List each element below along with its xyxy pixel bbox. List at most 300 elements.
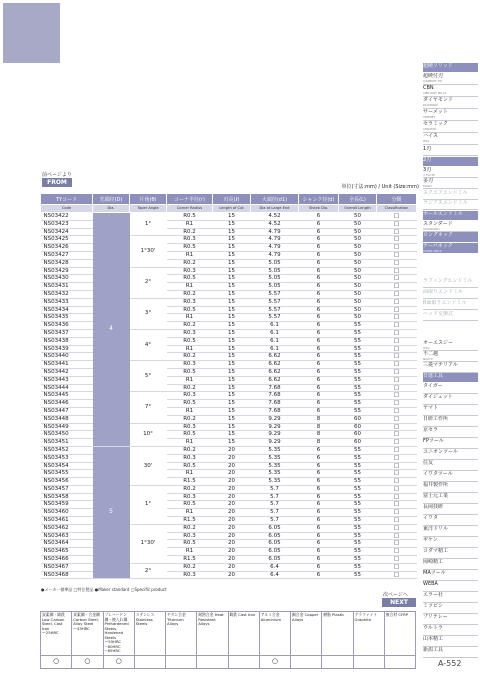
overall-length: 55 bbox=[339, 462, 377, 470]
material-hardness: 〜45HRC bbox=[73, 625, 90, 631]
large-end-diameter: 5.7 bbox=[251, 493, 299, 501]
sidebar-item-label: 新潟工具 bbox=[423, 647, 444, 653]
next-tag[interactable]: NEXT bbox=[382, 598, 416, 607]
sidebar-item-label: ブリテレー bbox=[423, 614, 448, 620]
shank-diameter: 6 bbox=[299, 220, 339, 228]
sidebar-item[interactable] bbox=[423, 526, 478, 537]
product-code: NS03451 bbox=[41, 439, 93, 447]
large-end-diameter: 5.57 bbox=[251, 298, 299, 306]
corner-radius: R0.3 bbox=[167, 454, 213, 462]
product-code: NS03453 bbox=[41, 454, 93, 462]
large-end-diameter: 7.68 bbox=[251, 400, 299, 408]
shank-diameter: 6 bbox=[299, 213, 339, 221]
overall-length: 55 bbox=[339, 361, 377, 369]
sidebar-item[interactable] bbox=[423, 570, 478, 581]
overall-length: 60 bbox=[339, 423, 377, 431]
material-hardness: 〜25HRC bbox=[42, 630, 59, 635]
large-end-diameter: 6.4 bbox=[251, 563, 299, 571]
next-page-note: 次ページへ bbox=[383, 592, 408, 598]
large-end-diameter: 6.1 bbox=[251, 329, 299, 337]
corner-radius: R0.3 bbox=[167, 493, 213, 501]
large-end-diameter: 4.79 bbox=[251, 236, 299, 244]
product-code: NS03441 bbox=[41, 361, 93, 369]
overall-length: 50 bbox=[339, 283, 377, 291]
shank-diameter: 6 bbox=[299, 306, 339, 314]
large-end-diameter: 6.05 bbox=[251, 548, 299, 556]
length-of-cut: 15 bbox=[213, 251, 251, 259]
sidebar-item-label: 日進工具 bbox=[423, 373, 444, 379]
length-of-cut: 20 bbox=[213, 470, 251, 478]
product-code: NS03426 bbox=[41, 244, 93, 252]
corner-radius: R0.3 bbox=[167, 329, 213, 337]
sidebar-item[interactable] bbox=[423, 109, 478, 121]
large-end-diameter: 5.57 bbox=[251, 290, 299, 298]
corner-radius: R0.3 bbox=[167, 571, 213, 579]
sidebar-item-label: スクエアエンドミル bbox=[423, 190, 468, 196]
sidebar-item[interactable] bbox=[423, 581, 478, 592]
sidebar-item-label: ミツビシ bbox=[423, 603, 444, 609]
product-code: NS03437 bbox=[41, 329, 93, 337]
material-mark bbox=[166, 655, 197, 668]
column-header-en: Length of Cut bbox=[213, 205, 251, 213]
sidebar-item-label: 多刃 bbox=[423, 178, 434, 184]
corner-radius: R0.5 bbox=[167, 306, 213, 314]
classification: □ bbox=[377, 400, 417, 408]
classification: □ bbox=[377, 251, 417, 259]
large-end-diameter: 4.79 bbox=[251, 228, 299, 236]
shank-diameter: 6 bbox=[299, 517, 339, 525]
sidebar-item[interactable] bbox=[423, 449, 478, 460]
sidebar-item[interactable] bbox=[423, 221, 478, 232]
sidebar-item-label: テーパネック bbox=[423, 243, 453, 249]
classification: □ bbox=[377, 329, 417, 337]
classification: □ bbox=[377, 220, 417, 228]
material-mark: ○ bbox=[103, 655, 134, 668]
shank-diameter: 6 bbox=[299, 368, 339, 376]
sidebar-item[interactable] bbox=[423, 300, 478, 310]
classification: □ bbox=[377, 423, 417, 431]
material-cell bbox=[166, 612, 197, 656]
sidebar-item-label: ダイヤモンド bbox=[423, 97, 453, 103]
shank-diameter: 6 bbox=[299, 228, 339, 236]
sidebar-item[interactable] bbox=[423, 460, 478, 471]
overall-length: 55 bbox=[339, 556, 377, 564]
from-tag[interactable]: FROM bbox=[42, 178, 72, 187]
classification: □ bbox=[377, 361, 417, 369]
overall-length: 55 bbox=[339, 376, 377, 384]
overall-length: 50 bbox=[339, 251, 377, 259]
overall-length: 55 bbox=[339, 353, 377, 361]
length-of-cut: 20 bbox=[213, 548, 251, 556]
large-end-diameter: 6.05 bbox=[251, 532, 299, 540]
length-of-cut: 20 bbox=[213, 485, 251, 493]
corner-radius: R0.3 bbox=[167, 423, 213, 431]
overall-length: 55 bbox=[339, 517, 377, 525]
product-code: NS03433 bbox=[41, 298, 93, 306]
length-of-cut: 20 bbox=[213, 478, 251, 486]
taper-angle: 1° bbox=[130, 485, 167, 524]
sidebar-item-label: MAツール bbox=[423, 570, 446, 576]
corner-radius: R0.2 bbox=[167, 415, 213, 423]
length-of-cut: 20 bbox=[213, 540, 251, 548]
sidebar-item[interactable] bbox=[423, 311, 478, 321]
shank-diameter: 6 bbox=[299, 400, 339, 408]
sidebar-item-sublabel: MULTI bbox=[423, 184, 432, 188]
column-header-en: Shank Dia. bbox=[299, 205, 339, 213]
length-of-cut: 15 bbox=[213, 392, 251, 400]
shank-diameter: 6 bbox=[299, 259, 339, 267]
sidebar-item[interactable] bbox=[423, 471, 478, 482]
length-of-cut: 20 bbox=[213, 524, 251, 532]
classification: □ bbox=[377, 244, 417, 252]
length-of-cut: 15 bbox=[213, 345, 251, 353]
material-cell bbox=[134, 612, 165, 656]
overall-length: 55 bbox=[339, 532, 377, 540]
large-end-diameter: 7.68 bbox=[251, 392, 299, 400]
overall-length: 55 bbox=[339, 345, 377, 353]
shank-diameter: 6 bbox=[299, 322, 339, 330]
overall-length: 55 bbox=[339, 548, 377, 556]
large-end-diameter: 5.05 bbox=[251, 283, 299, 291]
taper-angle: 2° bbox=[130, 267, 167, 298]
sidebar-item[interactable] bbox=[423, 647, 478, 658]
classification: □ bbox=[377, 290, 417, 298]
sidebar-item[interactable] bbox=[423, 405, 478, 416]
corner-radius: R0.2 bbox=[167, 322, 213, 330]
overall-length: 55 bbox=[339, 478, 377, 486]
classification: □ bbox=[377, 259, 417, 267]
length-of-cut: 15 bbox=[213, 439, 251, 447]
sidebar-item-label: 1刃 bbox=[423, 146, 432, 152]
sidebar-item[interactable] bbox=[423, 559, 478, 570]
sidebar-item[interactable] bbox=[423, 73, 478, 85]
material-label: グラファイト Graphite bbox=[354, 612, 378, 622]
large-end-diameter: 6.05 bbox=[251, 556, 299, 564]
length-of-cut: 15 bbox=[213, 228, 251, 236]
sidebar-title: エンドミル bbox=[452, 14, 460, 54]
classification: □ bbox=[377, 509, 417, 517]
shank-diameter: 6 bbox=[299, 267, 339, 275]
table-row bbox=[41, 446, 417, 454]
sidebar-item[interactable] bbox=[423, 603, 478, 614]
length-of-cut: 20 bbox=[213, 446, 251, 454]
large-end-diameter: 5.35 bbox=[251, 446, 299, 454]
sidebar-item[interactable] bbox=[423, 482, 478, 493]
classification: □ bbox=[377, 571, 417, 579]
overall-length: 55 bbox=[339, 384, 377, 392]
sidebar-item[interactable] bbox=[423, 63, 478, 73]
large-end-diameter: 5.7 bbox=[251, 517, 299, 525]
sidebar-item[interactable] bbox=[423, 85, 478, 97]
sidebar-item[interactable] bbox=[423, 232, 478, 243]
classification: □ bbox=[377, 485, 417, 493]
corner-radius: R0.3 bbox=[167, 236, 213, 244]
material-label: 複合材 CFRP bbox=[385, 612, 409, 617]
corner-radius: R0.2 bbox=[167, 485, 213, 493]
sidebar-item[interactable] bbox=[423, 493, 478, 504]
overall-length: 50 bbox=[339, 275, 377, 283]
sidebar-item[interactable] bbox=[423, 243, 478, 254]
sidebar-item-label: イワタ bbox=[423, 515, 438, 521]
overall-length: 50 bbox=[339, 298, 377, 306]
overall-length: 55 bbox=[339, 540, 377, 548]
material-cell bbox=[322, 612, 353, 656]
sidebar-item-label: サーメット bbox=[423, 109, 448, 115]
material-label: 樹脂 Plastic bbox=[323, 612, 345, 617]
taper-angle: 1° bbox=[130, 213, 167, 236]
sidebar-item[interactable] bbox=[423, 133, 478, 145]
classification: □ bbox=[377, 524, 417, 532]
sidebar-item[interactable] bbox=[423, 97, 478, 109]
previous-page-note: 前ページより bbox=[42, 172, 72, 178]
sidebar-item[interactable] bbox=[423, 592, 478, 603]
sidebar-item-label: 富士元工業 bbox=[423, 493, 449, 499]
length-of-cut: 20 bbox=[213, 571, 251, 579]
material-cell bbox=[353, 612, 384, 656]
material-mark: ○ bbox=[259, 655, 290, 668]
corner-radius: R0.5 bbox=[167, 400, 213, 408]
large-end-diameter: 4.79 bbox=[251, 244, 299, 252]
classification: □ bbox=[377, 493, 417, 501]
sidebar-item[interactable] bbox=[423, 515, 478, 526]
corner-radius: R0.5 bbox=[167, 244, 213, 252]
sidebar-item-label: 2刃 bbox=[423, 157, 432, 163]
shank-diameter: 6 bbox=[299, 493, 339, 501]
corner-radius: R0.5 bbox=[167, 368, 213, 376]
sidebar-item[interactable] bbox=[423, 416, 478, 427]
column-header: 片角(θ) bbox=[130, 194, 167, 205]
product-code: NS03466 bbox=[41, 556, 93, 564]
product-code: NS03425 bbox=[41, 236, 93, 244]
large-end-diameter: 9.29 bbox=[251, 415, 299, 423]
large-end-diameter: 6.4 bbox=[251, 571, 299, 579]
product-code: NS03434 bbox=[41, 306, 93, 314]
sidebar-item-label: 日研工作所 bbox=[423, 416, 449, 422]
large-end-diameter: 6.62 bbox=[251, 376, 299, 384]
classification: □ bbox=[377, 478, 417, 486]
sidebar-item-label: タイガー bbox=[423, 383, 443, 389]
length-of-cut: 15 bbox=[213, 283, 251, 291]
sidebar-item-label: ロングネック bbox=[423, 232, 453, 238]
sidebar-item[interactable] bbox=[423, 178, 478, 189]
sidebar-item[interactable] bbox=[423, 373, 478, 383]
corner-radius: R0.2 bbox=[167, 228, 213, 236]
length-of-cut: 20 bbox=[213, 532, 251, 540]
shank-diameter: 6 bbox=[299, 524, 339, 532]
classification: □ bbox=[377, 431, 417, 439]
product-code: NS03447 bbox=[41, 407, 93, 415]
material-label: 鋳鉄 Cast Iron bbox=[229, 612, 256, 617]
large-end-diameter: 5.05 bbox=[251, 275, 299, 283]
shank-diameter: 6 bbox=[299, 478, 339, 486]
sidebar-item-sublabel: DIAMOND bbox=[423, 103, 438, 107]
corner-radius: R0.5 bbox=[167, 337, 213, 345]
sidebar-item[interactable] bbox=[423, 289, 478, 299]
sidebar-item[interactable] bbox=[423, 504, 478, 515]
sidebar-item[interactable] bbox=[423, 537, 478, 548]
overall-length: 50 bbox=[339, 290, 377, 298]
sidebar-item[interactable] bbox=[423, 394, 478, 405]
sidebar-item[interactable] bbox=[423, 636, 478, 647]
corner-radius: R0.3 bbox=[167, 298, 213, 306]
column-header: シャンク径(d) bbox=[299, 194, 339, 205]
sidebar-item[interactable] bbox=[423, 438, 478, 449]
corner-radius: R0.2 bbox=[167, 353, 213, 361]
sidebar-item[interactable] bbox=[423, 167, 478, 178]
overall-length: 50 bbox=[339, 259, 377, 267]
sidebar-item-label: 長岡技研 bbox=[423, 504, 444, 510]
sidebar-item[interactable] bbox=[423, 211, 478, 221]
product-code: NS03458 bbox=[41, 493, 93, 501]
corner-radius: R1 bbox=[167, 407, 213, 415]
overall-length: 50 bbox=[339, 213, 377, 221]
material-cell bbox=[72, 612, 103, 656]
classification: □ bbox=[377, 470, 417, 478]
large-end-diameter: 6.62 bbox=[251, 353, 299, 361]
length-of-cut: 20 bbox=[213, 509, 251, 517]
large-end-diameter: 4.52 bbox=[251, 213, 299, 221]
classification: □ bbox=[377, 415, 417, 423]
large-end-diameter: 5.05 bbox=[251, 259, 299, 267]
overall-length: 60 bbox=[339, 431, 377, 439]
classification: □ bbox=[377, 462, 417, 470]
length-of-cut: 15 bbox=[213, 290, 251, 298]
length-of-cut: 15 bbox=[213, 384, 251, 392]
table-body bbox=[41, 213, 417, 579]
corner-radius: R0.2 bbox=[167, 446, 213, 454]
large-end-diameter: 9.29 bbox=[251, 431, 299, 439]
table-subheader-row bbox=[41, 205, 417, 213]
corner-radius: R0.2 bbox=[167, 563, 213, 571]
classification: □ bbox=[377, 392, 417, 400]
sidebar-item[interactable] bbox=[423, 362, 478, 373]
column-header: 全長(L) bbox=[339, 194, 377, 205]
shank-diameter: 6 bbox=[299, 314, 339, 322]
classification: □ bbox=[377, 548, 417, 556]
sidebar-item[interactable] bbox=[423, 351, 478, 362]
product-code: NS03464 bbox=[41, 540, 93, 548]
spec-table bbox=[40, 193, 417, 579]
length-of-cut: 15 bbox=[213, 275, 251, 283]
shank-diameter: 6 bbox=[299, 571, 339, 579]
material-cell bbox=[197, 612, 228, 656]
shank-diameter: 6 bbox=[299, 376, 339, 384]
shank-diameter: 8 bbox=[299, 439, 339, 447]
shank-diameter: 6 bbox=[299, 236, 339, 244]
material-cell bbox=[384, 612, 415, 656]
length-of-cut: 15 bbox=[213, 244, 251, 252]
large-end-diameter: 5.35 bbox=[251, 462, 299, 470]
sidebar-item-label: ラフィングエンドミル bbox=[423, 278, 473, 284]
shank-diameter: 6 bbox=[299, 298, 339, 306]
sidebar-item[interactable] bbox=[423, 200, 478, 210]
overall-length: 60 bbox=[339, 415, 377, 423]
product-code: NS03436 bbox=[41, 322, 93, 330]
sidebar-item[interactable] bbox=[423, 146, 478, 156]
shank-diameter: 6 bbox=[299, 501, 339, 509]
shank-diameter: 6 bbox=[299, 540, 339, 548]
sidebar-item[interactable] bbox=[423, 625, 478, 636]
product-code: NS03435 bbox=[41, 314, 93, 322]
sidebar-item-label: セラミック bbox=[423, 121, 448, 127]
legend-note: ●メーカー標準品 □特注製品 ●Maker standard □Specific product bbox=[41, 587, 167, 592]
material-mark bbox=[322, 655, 353, 668]
corner-radius: R0.5 bbox=[167, 431, 213, 439]
large-end-diameter: 6.62 bbox=[251, 361, 299, 369]
shank-diameter: 6 bbox=[299, 361, 339, 369]
classification: □ bbox=[377, 563, 417, 571]
column-header: コーナ半径(r) bbox=[167, 194, 213, 205]
column-header: TYコード bbox=[41, 194, 93, 205]
product-code: NS03427 bbox=[41, 251, 93, 259]
classification: □ bbox=[377, 228, 417, 236]
sidebar-item-sublabel: OSG bbox=[423, 346, 430, 350]
column-header-en: Dia at Large End bbox=[251, 205, 299, 213]
product-code: NS03457 bbox=[41, 485, 93, 493]
corner-radius: R1.5 bbox=[167, 556, 213, 564]
sidebar-item[interactable] bbox=[423, 548, 478, 559]
product-code: NS03460 bbox=[41, 509, 93, 517]
sidebar-item[interactable] bbox=[423, 383, 478, 394]
large-end-diameter: 6.1 bbox=[251, 345, 299, 353]
length-of-cut: 20 bbox=[213, 462, 251, 470]
large-end-diameter: 4.52 bbox=[251, 220, 299, 228]
corner-radius: R0.5 bbox=[167, 540, 213, 548]
shank-diameter: 8 bbox=[299, 415, 339, 423]
large-end-diameter: 7.68 bbox=[251, 407, 299, 415]
material-mark bbox=[291, 655, 322, 668]
material-label: ステンレス Stainless Steels bbox=[135, 612, 155, 626]
sidebar-item[interactable] bbox=[423, 157, 478, 167]
shank-diameter: 6 bbox=[299, 353, 339, 361]
sidebar-item[interactable] bbox=[423, 340, 478, 351]
product-code: NS03429 bbox=[41, 267, 93, 275]
length-of-cut: 15 bbox=[213, 220, 251, 228]
sidebar-item[interactable] bbox=[423, 121, 478, 133]
product-code: NS03445 bbox=[41, 392, 93, 400]
corner-radius: R1.5 bbox=[167, 478, 213, 486]
sidebar-item-label: 岡崎精工 bbox=[423, 559, 444, 565]
material-hardness: 〜55HRC ~60HRC ~65HRC bbox=[104, 639, 122, 653]
sidebar-item[interactable] bbox=[423, 278, 478, 288]
sidebar-item-label: 三菱マテリアル bbox=[423, 362, 458, 368]
taper-angle: 1°30' bbox=[130, 524, 167, 563]
taper-angle: 7° bbox=[130, 392, 167, 423]
column-header-en: Classification bbox=[377, 205, 417, 213]
sidebar-item[interactable] bbox=[423, 614, 478, 625]
sidebar-item[interactable] bbox=[423, 427, 478, 438]
classification: □ bbox=[377, 267, 417, 275]
sidebar-item[interactable] bbox=[423, 190, 478, 200]
sidebar-item-label: ハイス bbox=[423, 133, 438, 139]
length-of-cut: 20 bbox=[213, 501, 251, 509]
sidebar-item-label: ラジアスエンドミル bbox=[423, 200, 468, 206]
sidebar-item-sublabel: TAPER NECK bbox=[423, 249, 442, 253]
length-of-cut: 15 bbox=[213, 267, 251, 275]
material-mark-row bbox=[41, 655, 416, 668]
large-end-diameter: 5.7 bbox=[251, 485, 299, 493]
product-code: NS03452 bbox=[41, 446, 93, 454]
sidebar-item-sublabel: 3 FLUTE bbox=[423, 173, 436, 177]
sidebar-item-label: 京セラ bbox=[423, 427, 439, 433]
sidebar-item-label: R面取りエンドミル bbox=[423, 300, 467, 306]
classification: □ bbox=[377, 306, 417, 314]
sidebar-item-label: ユニオンツール bbox=[423, 449, 458, 455]
overall-length: 55 bbox=[339, 322, 377, 330]
tip-diameter: 4 bbox=[93, 213, 130, 447]
length-of-cut: 20 bbox=[213, 563, 251, 571]
shank-diameter: 6 bbox=[299, 275, 339, 283]
